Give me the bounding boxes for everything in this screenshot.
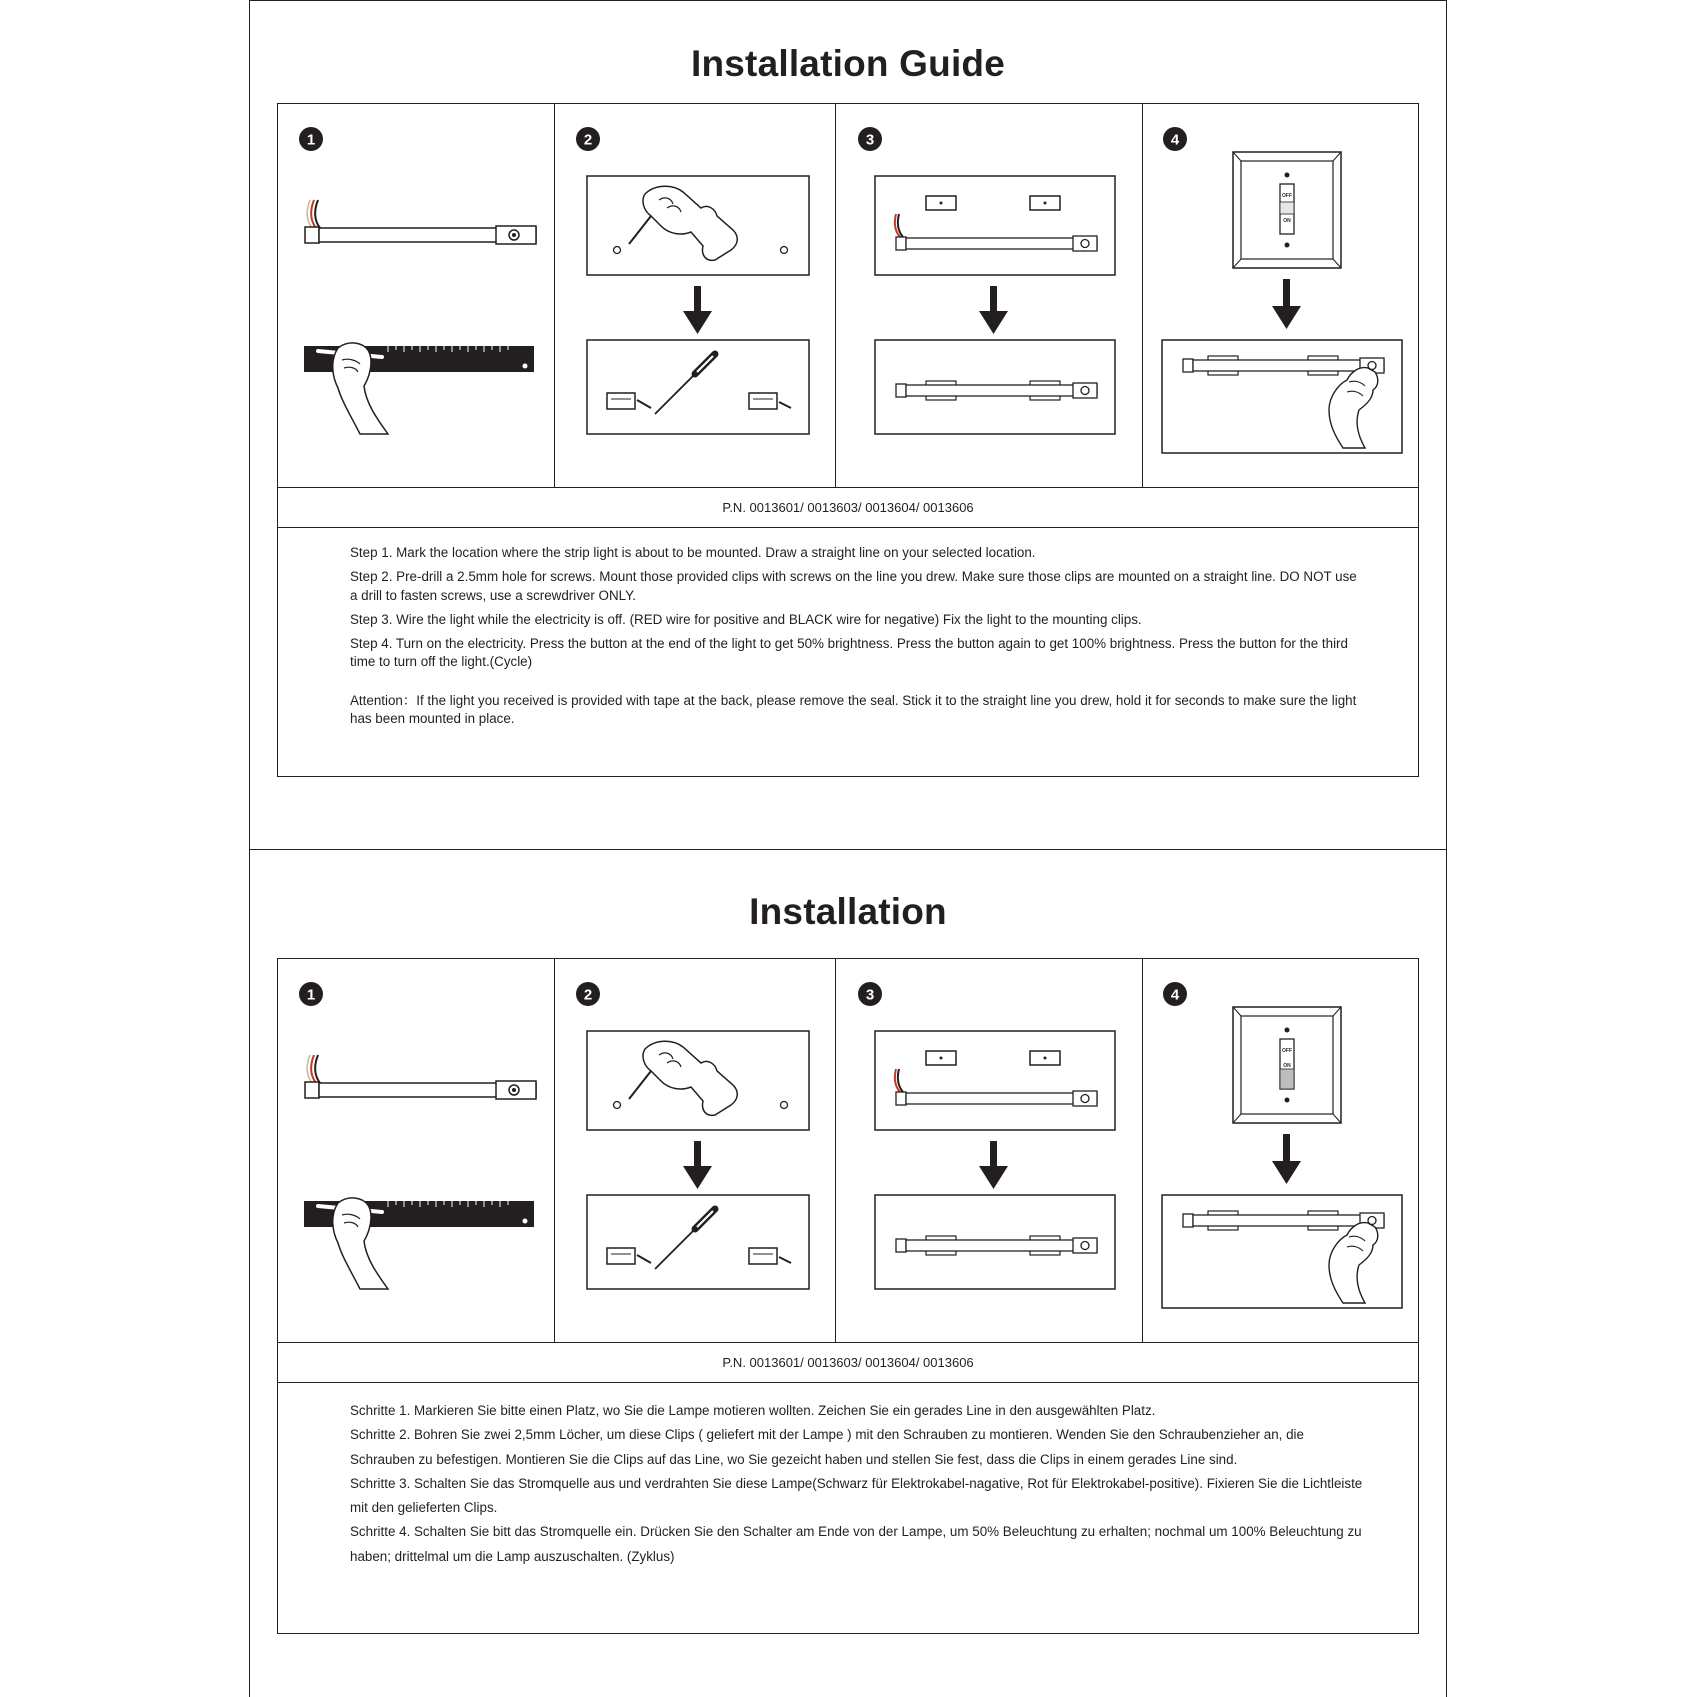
svg-text:2: 2 bbox=[583, 986, 593, 1004]
svg-text:OFF: OFF bbox=[1282, 1048, 1292, 1054]
step-1-badge bbox=[299, 127, 323, 151]
english-guide-sheet bbox=[249, 0, 1447, 850]
part-numbers: P.N. 0013601/ 0013603/ 0013604/ 0013606 bbox=[278, 1342, 1418, 1383]
step-4-panel bbox=[1143, 104, 1420, 487]
down-arrow-icon bbox=[683, 1141, 712, 1189]
step-3-badge bbox=[858, 982, 882, 1006]
step-4-text: Schritte 4. Schalten Sie bitt das Stromquelle ein. Drücken Sie den Schalter am Ende von der Lampe, um 50% Beleuchtung zu erhalten; nochmal um 100% Beleuchtung zu haben; drittelmal um die Lamp auszuschalten. (Zyklus) bbox=[350, 1524, 1362, 1564]
step-panels bbox=[278, 959, 1418, 1342]
step-4-badge bbox=[1163, 982, 1187, 1006]
step-3-text: Schritte 3. Schalten Sie das Stromquelle aus und verdrahten Sie diese Lampe(Schwarz für Elektrokabel-nagative, Rot für Elektrokabel-positive). Fixieren Sie die Lichtleiste mit den gelieferten Clips. bbox=[350, 1475, 1363, 1516]
step-2-badge bbox=[576, 127, 600, 151]
svg-text:4: 4 bbox=[1170, 986, 1180, 1004]
instruction-box bbox=[277, 958, 1419, 1634]
step-4-text: Step 4. Turn on the electricity. Press the button at the end of the light to get 50% brightness. Press the button again to get 100% brightness. Press the button for the third time to turn off the light.(Cycle) bbox=[350, 635, 1348, 669]
svg-text:OFF: OFF bbox=[1282, 193, 1292, 199]
step-4-badge bbox=[1163, 127, 1187, 151]
clip-icon bbox=[1030, 196, 1060, 210]
led-strip-icon bbox=[305, 1055, 536, 1099]
clip-icon bbox=[926, 196, 956, 210]
step-3-panel bbox=[836, 104, 1143, 487]
step-2-panel bbox=[555, 104, 836, 487]
step-1-badge bbox=[299, 982, 323, 1006]
svg-text:2: 2 bbox=[583, 131, 593, 149]
down-arrow-icon bbox=[1272, 1134, 1301, 1184]
down-arrow-icon bbox=[979, 1141, 1008, 1189]
step-1-panel bbox=[278, 104, 555, 487]
sheet-title: Installation Guide bbox=[690, 43, 1006, 84]
wall-switch-icon bbox=[1233, 152, 1341, 268]
instruction-text bbox=[350, 1399, 1366, 1569]
down-arrow-icon bbox=[1272, 279, 1301, 329]
step-3-text: Step 3. Wire the light while the electricity is off. (RED wire for positive and BLACK wire for negative) Fix the light to the mounting clips. bbox=[350, 611, 1142, 627]
svg-text:4: 4 bbox=[1170, 131, 1180, 149]
ruler-hand-icon bbox=[304, 343, 534, 434]
step-2-text: Schritte 2. Bohren Sie zwei 2,5mm Löcher, um diese Clips ( geliefert mit der Lampe ) mit den Schrauben zu montieren. Wenden Sie den Schraubenzieher an, die Schrauben zu befestigen. Montieren Sie die Clips auf das Line, wo Sie gezeicht haben und stellen Sie fest, dass die Clips in einem gerades Line sind. bbox=[350, 1427, 1304, 1467]
ruler-hand-icon bbox=[304, 1198, 534, 1289]
step-4-panel bbox=[1143, 959, 1420, 1342]
down-arrow-icon bbox=[979, 286, 1008, 334]
svg-text:1: 1 bbox=[306, 131, 316, 149]
svg-text:3: 3 bbox=[865, 131, 875, 149]
wall-switch-icon bbox=[1233, 1007, 1341, 1123]
step-1-text: Step 1. Mark the location where the strip light is about to be mounted. Draw a straight line on your selected location. bbox=[350, 545, 1036, 560]
svg-text:ON: ON bbox=[1283, 1063, 1291, 1069]
step-2-badge bbox=[576, 982, 600, 1006]
clip-icon bbox=[1030, 1051, 1060, 1065]
sheet-title: Installation bbox=[749, 891, 947, 932]
down-arrow-icon bbox=[683, 286, 712, 334]
step-1-text: Schritte 1. Markieren Sie bitte einen Platz, wo Sie die Lampe motieren wollten. Zeichen Sie ein gerades Line in den ausgewählten Platz. bbox=[350, 1403, 1156, 1418]
led-strip-icon bbox=[305, 200, 536, 244]
svg-text:3: 3 bbox=[865, 986, 875, 1004]
step-3-badge bbox=[858, 127, 882, 151]
step-1-panel bbox=[278, 959, 555, 1342]
german-guide-sheet bbox=[249, 849, 1447, 1697]
part-numbers: P.N. 0013601/ 0013603/ 0013604/ 0013606 bbox=[278, 487, 1418, 528]
clip-icon bbox=[926, 1051, 956, 1065]
svg-text:1: 1 bbox=[306, 986, 316, 1004]
step-2-text: Step 2. Pre-drill a 2.5mm hole for screws. Mount those provided clips with screws on the line you drew. Make sure those clips are mounted on a straight line. DO NOT use a drill to fasten screws, use a screwdriver ONLY. bbox=[350, 569, 1357, 603]
step-2-panel bbox=[555, 959, 836, 1342]
instruction-text bbox=[350, 544, 1366, 734]
svg-text:ON: ON bbox=[1283, 218, 1291, 224]
step-panels bbox=[278, 104, 1418, 487]
step-3-panel bbox=[836, 959, 1143, 1342]
instruction-box bbox=[277, 103, 1419, 777]
attention-note: Attention：If the light you received is provided with tape at the back, please remove the seal. Stick it to the straight line you drew, hold it for seconds to make sure the light has been mounted in place. bbox=[350, 692, 1357, 726]
